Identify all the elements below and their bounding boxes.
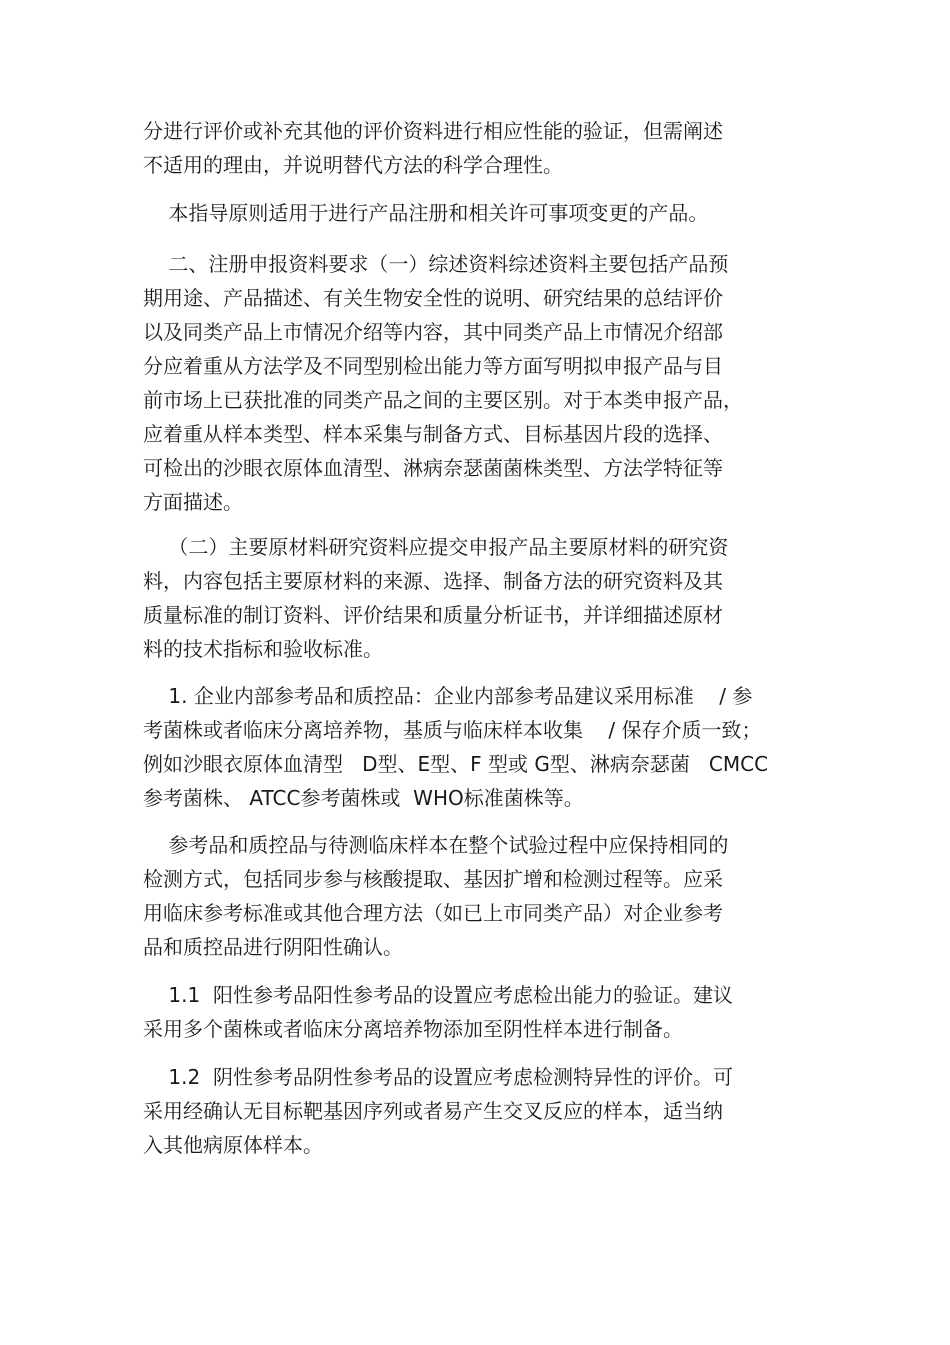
text-line: 料的技术指标和验收标准。 [143,637,383,661]
text-line: 品和质控品进行阴阳性确认。 [143,935,403,959]
paragraph-4 [143,530,823,666]
text-line: 本指导原则适用于进行产品注册和相关许可事项变更的产品。 [143,201,709,225]
paragraph-5 [143,679,823,815]
paragraph-8 [143,1060,823,1162]
text-line: 参考品和质控品与待测临床样本在整个试验过程中应保持相同的 [143,833,729,857]
text-line: 前市场上已获批准的同类产品之间的主要区别。对于本类申报产品， [143,388,743,412]
text-line: 分应着重从方法学及不同型别检出能力等方面写明拟申报产品与目 [143,354,723,378]
text-line: 用临床参考标准或其他合理方法（如已上市同类产品）对企业参考 [143,901,723,925]
paragraph-6 [143,828,823,964]
text-line: 1.2 阴性参考品阴性参考品的设置应考虑检测特异性的评价。可 [143,1065,733,1089]
text-line: 例如沙眼衣原体血清型 D型、E型、F 型或 G型、淋病奈瑟菌 CMCC [143,752,769,776]
text-line: 入其他病原体样本。 [143,1133,323,1157]
text-line: 采用多个菌株或者临床分离培养物添加至阴性样本进行制备。 [143,1017,683,1041]
text-line: 分进行评价或补充其他的评价资料进行相应性能的验证，但需阐述 [143,119,723,143]
text-line: 应着重从样本类型、样本采集与制备方式、目标基因片段的选择、 [143,422,723,446]
text-line: 二、注册申报资料要求（一）综述资料综述资料主要包括产品预 [143,252,729,276]
text-line: 考菌株或者临床分离培养物，基质与临床样本收集 / 保存介质一致； [143,718,762,742]
text-line: （二）主要原材料研究资料应提交申报产品主要原材料的研究资 [143,535,729,559]
text-line: 1. 企业内部参考品和质控品：企业内部参考品建议采用标准 / 参 [143,684,753,708]
text-line: 检测方式，包括同步参与核酸提取、基因扩增和检测过程等。应采 [143,867,723,891]
paragraph-7 [143,978,823,1046]
text-line: 期用途、产品描述、有关生物安全性的说明、研究结果的总结评价 [143,286,723,310]
text-line: 1.1 阳性参考品阳性参考品的设置应考虑检出能力的验证。建议 [143,983,733,1007]
text-line: 料，内容包括主要原材料的来源、选择、制备方法的研究资料及其 [143,569,723,593]
text-line: 方面描述。 [143,490,243,514]
text-line: 质量标准的制订资料、评价结果和质量分析证书，并详细描述原材 [143,603,723,627]
text-line: 参考菌株、 ATCC参考菌株或 WHO标准菌株等。 [143,786,584,810]
text-line: 不适用的理由，并说明替代方法的科学合理性。 [143,153,563,177]
paragraph-2 [143,196,823,230]
text-line: 以及同类产品上市情况介绍等内容，其中同类产品上市情况介绍部 [143,320,723,344]
text-line: 采用经确认无目标靶基因序列或者易产生交叉反应的样本，适当纳 [143,1099,723,1123]
text-line: 可检出的沙眼衣原体血清型、淋病奈瑟菌菌株类型、方法学特征等 [143,456,723,480]
paragraph-3 [143,247,823,519]
paragraph-1 [143,114,823,182]
